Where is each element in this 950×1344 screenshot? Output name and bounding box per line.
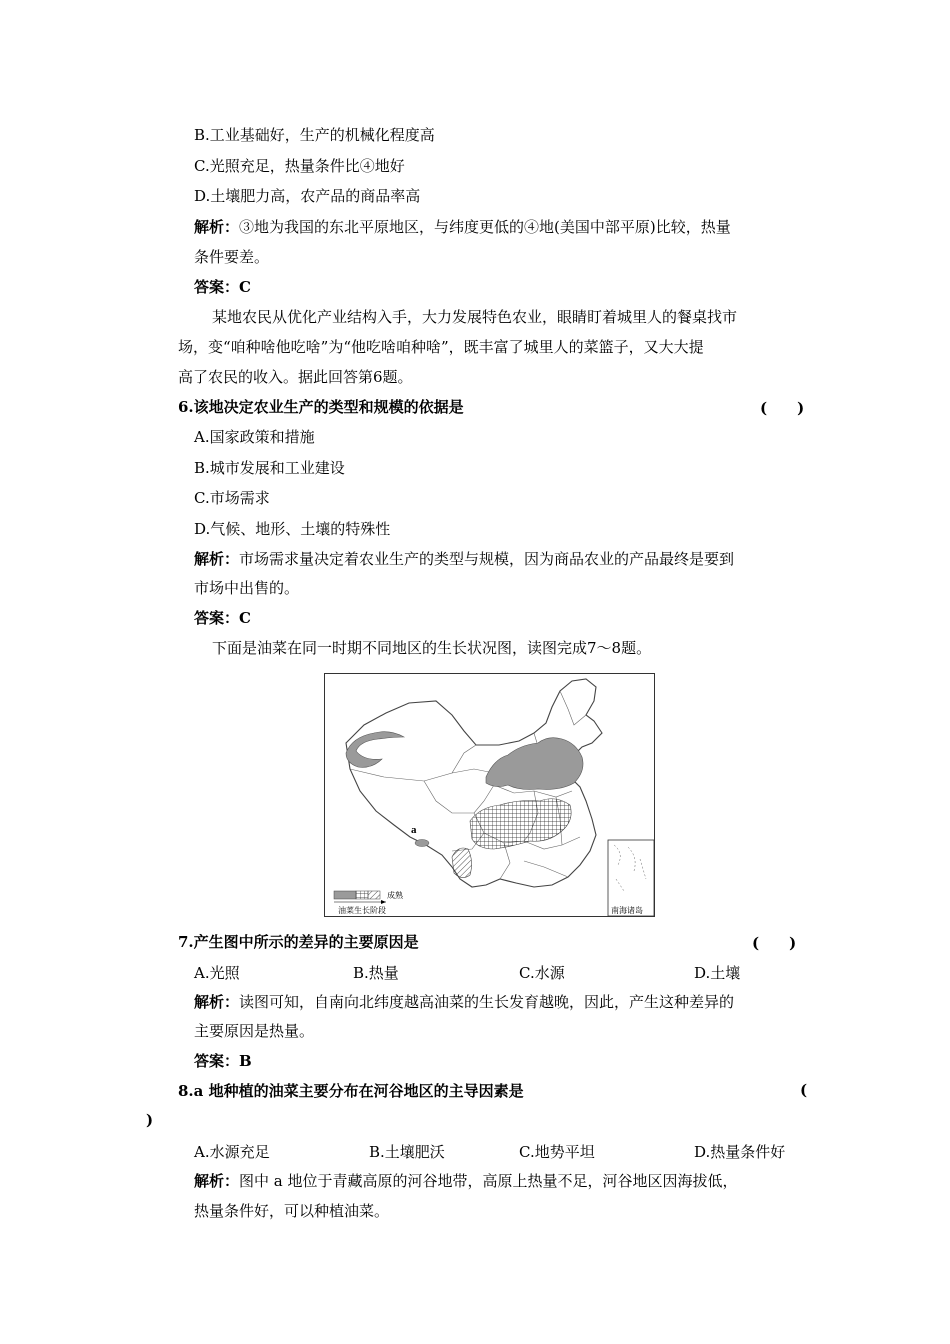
analysis-label: 解析： <box>194 218 240 236</box>
q7-answer-paren: ( ) <box>752 934 797 952</box>
answer-value: C <box>239 278 251 296</box>
q6-answer <box>194 608 251 628</box>
q8-option-b: B.土壤肥沃 <box>369 1143 445 1161</box>
q8-option-c: C.地势平坦 <box>519 1143 595 1161</box>
q5-answer <box>194 277 251 297</box>
area-a-marker <box>415 840 429 847</box>
analysis-label: 解析： <box>194 993 240 1011</box>
q8-option-a: A.水源充足 <box>194 1143 270 1161</box>
analysis-text: 市场需求量决定着农业生产的类型与规模，因为商品农业的产品最终是要到 <box>239 550 735 568</box>
passage-line-3: 高了农民的收入。据此回答第6题。 <box>178 368 413 386</box>
legend-caption: 油菜生长阶段 <box>338 906 386 915</box>
q8-analysis <box>194 1171 738 1191</box>
q7-answer <box>194 1051 252 1071</box>
q6-stem: 6.该地决定农业生产的类型和规模的依据是 <box>178 398 464 416</box>
q7-analysis <box>194 992 734 1012</box>
q6-analysis-cont: 市场中出售的。 <box>194 579 300 597</box>
analysis-text: 图中 a 地位于青藏高原的河谷地带，高原上热量不足，河谷地区因海拔低， <box>239 1172 738 1190</box>
yunnan-rapeseed-area <box>452 848 472 878</box>
q6-option-d: D.气候、地形、土壤的特殊性 <box>194 520 391 538</box>
rapeseed-growth-map <box>324 673 655 917</box>
q5-option-b: B.工业基础好，生产的机械化程度高 <box>194 126 435 144</box>
south-china-sea-inset <box>608 840 654 916</box>
q8-stem: 8.a 地种植的油菜主要分布在河谷地区的主导因素是 <box>178 1082 524 1100</box>
answer-value: C <box>239 609 251 627</box>
q7-option-b: B.热量 <box>353 964 399 982</box>
answer-value: B <box>239 1052 252 1070</box>
legend-mature-label: 成熟 <box>387 891 403 900</box>
q8-analysis-cont: 热量条件好，可以种植油菜。 <box>194 1202 390 1220</box>
q7-option-a: A.光照 <box>194 964 240 982</box>
answer-label: 答案： <box>194 278 240 296</box>
analysis-text: 读图可知，自南向北纬度越高油菜的生长发育越晚，因此，产生这种差异的 <box>239 993 735 1011</box>
q7-stem: 7.产生图中所示的差异的主要原因是 <box>178 933 419 951</box>
q8-options <box>194 1141 804 1161</box>
q5-analysis <box>194 217 731 237</box>
q6-option-a: A.国家政策和措施 <box>194 428 315 446</box>
analysis-label: 解析： <box>194 550 240 568</box>
passage-line-1: 某地农民从优化产业结构入手，大力发展特色农业，眼睛盯着城里人的餐桌找市 <box>212 308 738 326</box>
inset-caption: 南海诸岛 <box>611 906 643 915</box>
q6-option-b: B.城市发展和工业建设 <box>194 459 345 477</box>
q7-options <box>194 962 804 982</box>
q7-option-d: D.土壤 <box>694 964 741 982</box>
q6-answer-paren: ( ) <box>760 399 805 417</box>
q5-analysis-cont: 条件要差。 <box>194 248 270 266</box>
q6-option-c: C.市场需求 <box>194 489 270 507</box>
q7-option-c: C.水源 <box>519 964 565 982</box>
passage-line-2: 场，变“咱种啥他吃啥”为“他吃啥咱种啥”，既丰富了城里人的菜篮子，又大大提 <box>178 338 704 356</box>
q6-analysis <box>194 549 734 569</box>
analysis-label: 解析： <box>194 1172 240 1190</box>
q7-analysis-cont: 主要原因是热量。 <box>194 1022 315 1040</box>
analysis-text: ③地为我国的东北平原地区，与纬度更低的④地(美国中部平原)比较，热量 <box>239 218 731 236</box>
q8-paren-open: ( <box>800 1081 808 1099</box>
intro-7-8: 下面是油菜在同一时期不同地区的生长状况图，读图完成7～8题。 <box>212 639 652 657</box>
q8-option-d: D.热量条件好 <box>694 1143 786 1161</box>
q8-paren-close: ) <box>146 1111 154 1129</box>
q5-option-c: C.光照充足，热量条件比④地好 <box>194 157 405 175</box>
answer-label: 答案： <box>194 1052 240 1070</box>
area-a-label: a <box>411 824 417 836</box>
q5-option-d: D.土壤肥力高，农产品的商品率高 <box>194 187 421 205</box>
answer-label: 答案： <box>194 609 240 627</box>
